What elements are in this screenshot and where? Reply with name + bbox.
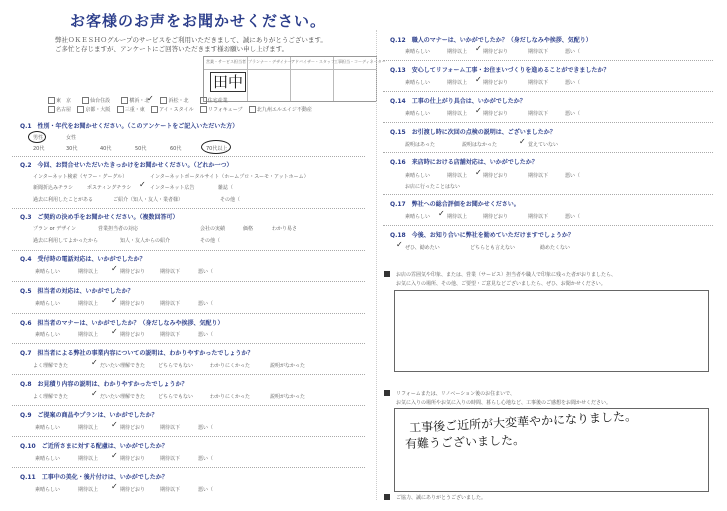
checkbox[interactable] xyxy=(82,97,89,104)
staff-header-construction: 工事担当・コーディネーター xyxy=(334,59,386,64)
q1-option-male[interactable]: 男性 xyxy=(33,135,44,141)
q3-option-other[interactable]: その他（ xyxy=(200,238,221,244)
q1-option-50s[interactable]: 50代 xyxy=(135,146,147,152)
q12-option-excellent[interactable]: 素晴らしい xyxy=(405,49,431,55)
divider xyxy=(12,208,365,209)
q18-label: Q.18 今後、お知り合いに弊社を勧めていただけますでしょうか？ xyxy=(390,232,574,239)
check-mark: ✓ xyxy=(91,389,98,398)
q4-label: Q.4 受付時の電話対応は、いかがでしたか？ xyxy=(20,256,146,263)
q13-option-bad[interactable]: 悪い（ xyxy=(565,80,581,86)
staff-header-advisor: アドバイザー・スタッフ xyxy=(291,59,335,64)
comment2-textarea[interactable] xyxy=(394,408,709,492)
q6-option-bad[interactable]: 悪い（ xyxy=(198,332,214,338)
checkbox[interactable] xyxy=(48,106,55,113)
staff-name-handwritten: 田中 xyxy=(210,72,246,92)
q16-option-above[interactable]: 期待以上 xyxy=(447,173,468,179)
q7-option-mostly[interactable]: だいたい理解できた xyxy=(100,363,146,369)
comment2-label-1: リフォームまたは、リノベーション後のお住まいで、 xyxy=(396,391,516,397)
q4-option-above[interactable]: 期待以上 xyxy=(78,269,99,275)
q2-option-past-use[interactable]: 過去に利用したことがある xyxy=(33,197,94,203)
q10-option-below[interactable]: 期待以下 xyxy=(160,456,181,462)
q8-option-none[interactable]: 説明がなかった xyxy=(270,394,306,400)
q5-option-below[interactable]: 期待以下 xyxy=(160,301,181,307)
q7-option-none[interactable]: 説明がなかった xyxy=(270,363,306,369)
check-mark: ✓ xyxy=(111,296,118,305)
q3-option-plan[interactable]: プラン or デザイン xyxy=(33,226,76,232)
q3-option-sales-rep[interactable]: 営業担当者の対応 xyxy=(98,226,139,232)
q13-option-as-expected[interactable]: 期待どおり xyxy=(483,80,509,86)
q10-option-bad[interactable]: 悪い（ xyxy=(198,456,214,462)
q17-option-excellent[interactable]: 素晴らしい xyxy=(405,214,431,220)
q14-label: Q.14 工事の仕上がり具合は、いかがでしたか？ xyxy=(390,98,526,105)
comment1-label-2: お気に入りの場所、その他、ご要望・ご意見などございましたら、ぜひ、お聞かせください。 xyxy=(396,281,606,287)
q5-option-above[interactable]: 期待以上 xyxy=(78,301,99,307)
q9-option-below[interactable]: 期待以下 xyxy=(160,425,181,431)
checkbox[interactable] xyxy=(200,97,207,104)
q5-option-bad[interactable]: 悪い（ xyxy=(198,301,214,307)
q3-option-past-good[interactable]: 過去に利用してよかったから xyxy=(33,238,99,244)
q6-option-as-expected[interactable]: 期待どおり xyxy=(120,332,146,338)
q12-label: Q.12 職人のマナーは、いかがでしたか？（身だしなみや挨拶、気配り） xyxy=(390,37,592,44)
divider xyxy=(12,313,365,314)
q2-option-flyer[interactable]: 新聞折込みチラシ xyxy=(33,185,74,191)
q6-option-excellent[interactable]: 素晴らしい xyxy=(35,332,61,338)
checkbox[interactable] xyxy=(121,97,128,104)
q8-option-understood[interactable]: よく理解できた xyxy=(33,394,69,400)
divider xyxy=(12,436,365,437)
q16-label: Q.16 来店時における店舗対応は、いかがでしたか？ xyxy=(390,159,538,166)
check-mark: ✓ xyxy=(91,358,98,367)
q2-option-other[interactable]: その他（ xyxy=(220,197,241,203)
q4-option-bad[interactable]: 悪い（ xyxy=(198,269,214,275)
staff-header-planner: プランナー・デザイナー xyxy=(248,59,292,64)
comment1-label-1: お店の雰囲気や印象、または、営業（サービス）担当者や職人で印象に残った者がおりましたら、 xyxy=(396,272,617,278)
q2-option-referral[interactable]: ご紹介（知人・友人・業者様） xyxy=(113,197,184,203)
check-mark: ✓ xyxy=(475,106,482,115)
q3-option-friend-referral[interactable]: 知人・友人からの紹介 xyxy=(120,238,171,244)
q9-option-excellent[interactable]: 素晴らしい xyxy=(35,425,61,431)
q4-option-excellent[interactable]: 素晴らしい xyxy=(35,269,61,275)
q16-option-as-expected[interactable]: 期待どおり xyxy=(483,173,509,179)
divider xyxy=(12,343,365,344)
q12-option-below[interactable]: 期待以下 xyxy=(528,49,549,55)
staff-table xyxy=(203,56,386,102)
q6-label: Q.6 担当者のマナーは、いかがでしたか？（身だしなみや挨拶、気配り） xyxy=(20,320,224,327)
check-mark: ✓ xyxy=(147,94,154,103)
check-mark: ✓ xyxy=(111,327,118,336)
q18-option-neutral[interactable]: どちらとも言えない xyxy=(470,245,516,251)
q7-option-hard[interactable]: わかりにくかった xyxy=(210,363,251,369)
q9-option-as-expected[interactable]: 期待どおり xyxy=(120,425,146,431)
company-row-2: 名古屋 京都・大阪 三重・東 アイ・スタイル リフォキューブ 北九州エルエイジ不動産 xyxy=(48,106,312,113)
q13-option-above[interactable]: 期待以上 xyxy=(447,80,468,86)
q13-option-excellent[interactable]: 素晴らしい xyxy=(405,80,431,86)
divider xyxy=(383,194,713,195)
divider xyxy=(12,374,365,375)
q17-option-as-expected[interactable]: 期待どおり xyxy=(483,214,509,220)
divider xyxy=(383,91,713,92)
q8-option-mostly[interactable]: だいたい理解できた xyxy=(100,394,146,400)
check-mark: ✓ xyxy=(111,451,118,460)
column-divider xyxy=(376,30,377,500)
q17-label: Q.17 弊社への総合評価をお聞かせください。 xyxy=(390,201,520,208)
check-mark: ✓ xyxy=(139,180,146,189)
q3-option-track-record[interactable]: 会社の実績 xyxy=(200,226,226,232)
checkbox[interactable] xyxy=(160,97,167,104)
intro-line-1: 弊社ＯＫＥＳＨＯグループのサービスをご利用いただきまして、誠にありがとうございます。 xyxy=(55,36,327,44)
q1-label: Q.1 性別・年代をお聞かせください。（このアンケートをご記入いただいた方） xyxy=(20,123,239,130)
q11-option-as-expected[interactable]: 期待どおり xyxy=(120,487,146,493)
divider xyxy=(383,122,713,123)
check-mark: ✓ xyxy=(475,168,482,177)
q11-option-excellent[interactable]: 素晴らしい xyxy=(35,487,61,493)
page-title: お客様のお声をお聞かせください。 xyxy=(70,12,327,30)
q3-option-clarity[interactable]: わかり易さ xyxy=(272,226,298,232)
q6-option-below[interactable]: 期待以下 xyxy=(160,332,181,338)
comment2-handwritten-2: 有難うございました。 xyxy=(404,432,526,452)
q2-option-posting[interactable]: ポスティングチラシ xyxy=(87,185,132,191)
q11-label: Q.11 工事中の美化・後片付けは、いかがでしたか？ xyxy=(20,474,168,481)
divider xyxy=(383,225,713,226)
check-mark: ✓ xyxy=(396,240,403,249)
q14-option-as-expected[interactable]: 期待どおり xyxy=(483,111,509,117)
q8-option-hard[interactable]: わかりにくかった xyxy=(210,394,251,400)
check-mark: ✓ xyxy=(475,75,482,84)
q14-option-excellent[interactable]: 素晴らしい xyxy=(405,111,431,117)
q14-option-bad[interactable]: 悪い（ xyxy=(565,111,581,117)
check-mark: ✓ xyxy=(111,420,118,429)
q15-option-explained[interactable]: 説明はあった xyxy=(405,142,435,148)
q2-option-portal[interactable]: インターネットポータルサイト（ホームプロ・スーモ・アットホーム） xyxy=(150,174,309,180)
q9-option-bad[interactable]: 悪い（ xyxy=(198,425,214,431)
q5-label: Q.5 担当者の対応は、いかがでしたか？ xyxy=(20,288,134,295)
comment2-label-2: お気に入りの場所やお気に入りの時間、暮らし心地など、工事後のご感想をお聞かせください。 xyxy=(396,400,612,406)
q6-option-above[interactable]: 期待以上 xyxy=(78,332,99,338)
check-mark: ✓ xyxy=(438,209,445,218)
q17-option-below[interactable]: 期待以下 xyxy=(528,214,549,220)
divider xyxy=(12,250,365,251)
q7-option-neutral[interactable]: どちらでもない xyxy=(158,363,193,369)
q1-option-30s[interactable]: 30代 xyxy=(66,146,78,152)
q2-option-search[interactable]: インターネット検索（ヤフー・グーグル） xyxy=(33,174,128,180)
q11-option-bad[interactable]: 悪い（ xyxy=(198,487,214,493)
check-mark: ✓ xyxy=(111,482,118,491)
q13-option-below[interactable]: 期待以下 xyxy=(528,80,549,86)
divider xyxy=(12,405,365,406)
checkbox[interactable] xyxy=(200,106,207,113)
q16-option-below[interactable]: 期待以下 xyxy=(528,173,549,179)
q10-label: Q.10 ご近所さまに対する配慮は、いかがでしたか？ xyxy=(20,443,168,450)
q3-option-price[interactable]: 価格 xyxy=(243,226,254,232)
check-mark: ✓ xyxy=(475,44,482,53)
bullet-square xyxy=(384,494,390,500)
intro-line-2: ご多忙と存じますが、アンケートにご回答いただきます様お願い申し上げます。 xyxy=(55,45,289,53)
q17-option-bad[interactable]: 悪い（ xyxy=(565,214,581,220)
q1-option-40s[interactable]: 40代 xyxy=(100,146,112,152)
q9-label: Q.9 ご提案の商品やプランは、いかがでしたか？ xyxy=(20,412,158,419)
q10-option-as-expected[interactable]: 期待どおり xyxy=(120,456,146,462)
q11-option-below[interactable]: 期待以下 xyxy=(160,487,181,493)
divider xyxy=(12,156,365,157)
staff-header-sales: 営業・サービス担当者 xyxy=(206,59,246,64)
q18-option-yes[interactable]: ぜひ、勧めたい xyxy=(405,245,440,251)
q10-option-above[interactable]: 期待以上 xyxy=(78,456,99,462)
q13-label: Q.13 安心してリフォーム工事・お住まいづくりを進めることができましたか？ xyxy=(390,67,610,74)
q3-label: Q.3 ご契約の決め手をお聞かせください。（複数回答可） xyxy=(20,214,179,221)
q8-label: Q.8 お見積り内容の説明は、わかりやすかったでしょうか？ xyxy=(20,381,188,388)
q11-option-above[interactable]: 期待以上 xyxy=(78,487,99,493)
q9-option-above[interactable]: 期待以上 xyxy=(78,425,99,431)
checkbox[interactable] xyxy=(77,106,84,113)
comment1-textarea[interactable] xyxy=(394,290,709,372)
q1-option-female[interactable]: 女性 xyxy=(66,135,77,141)
q2-option-magazine[interactable]: 雑誌（ xyxy=(218,185,234,191)
q2-label: Q.2 今回、お問合せいただいたきっかけをお聞かせください。（どれか一つ） xyxy=(20,162,233,169)
divider xyxy=(12,281,365,282)
q14-option-above[interactable]: 期待以上 xyxy=(447,111,468,117)
checkbox[interactable] xyxy=(117,106,124,113)
footer-thanks: ご協力、誠にありがとうございました。 xyxy=(396,495,487,501)
answer-circle xyxy=(201,140,231,154)
q10-option-excellent[interactable]: 素晴らしい xyxy=(35,456,61,462)
bullet-square xyxy=(384,271,390,277)
comment2-handwritten-1: 工事後ご近所が大変華やかになりました。 xyxy=(408,409,638,435)
check-mark: ✓ xyxy=(519,137,526,146)
q18-option-no[interactable]: 勧めたくない xyxy=(540,245,571,251)
q12-option-as-expected[interactable]: 期待どおり xyxy=(483,49,509,55)
q15-option-dont-remember[interactable]: 覚えていない xyxy=(528,142,559,148)
divider xyxy=(383,60,713,61)
divider xyxy=(383,152,713,153)
q14-option-below[interactable]: 期待以下 xyxy=(528,111,549,117)
bullet-square xyxy=(384,390,390,396)
answer-circle xyxy=(28,131,46,143)
q15-label: Q.15 お引渡し時に次回の点検の説明は、ございましたか？ xyxy=(390,129,556,136)
q17-option-above[interactable]: 期待以上 xyxy=(447,214,468,220)
divider xyxy=(12,467,365,468)
q5-option-excellent[interactable]: 素晴らしい xyxy=(35,301,61,307)
q7-option-understood[interactable]: よく理解できた xyxy=(33,363,69,369)
q16-option-excellent[interactable]: 素晴らしい xyxy=(405,173,431,179)
q12-option-above[interactable]: 期待以上 xyxy=(447,49,468,55)
q2-option-net-ad[interactable]: インターネット広告 xyxy=(150,185,195,191)
q16-option-bad[interactable]: 悪い（ xyxy=(565,173,581,179)
checkbox[interactable] xyxy=(249,106,256,113)
q16-option-never-visited[interactable]: お店に行ったことはない xyxy=(405,184,461,190)
q4-option-as-expected[interactable]: 期待どおり xyxy=(120,269,146,275)
q4-option-below[interactable]: 期待以下 xyxy=(160,269,181,275)
q1-option-20s[interactable]: 20代 xyxy=(33,146,45,152)
q7-label: Q.7 担当者による弊社の事業内容についての説明は、わかりやすかったでしょうか？ xyxy=(20,350,254,357)
check-mark: ✓ xyxy=(111,264,118,273)
checkbox[interactable] xyxy=(48,97,55,104)
q1-option-60s[interactable]: 60代 xyxy=(170,146,182,152)
q5-option-as-expected[interactable]: 期待どおり xyxy=(120,301,146,307)
checkbox[interactable] xyxy=(151,106,158,113)
q12-option-bad[interactable]: 悪い（ xyxy=(565,49,581,55)
company-row-1: 東 京 仙台住設 横浜・北 浜松・北 住宅産業 xyxy=(48,97,228,104)
q1-option-70plus[interactable]: 70代以上 xyxy=(206,146,228,152)
q15-option-not-explained[interactable]: 説明はなかった xyxy=(462,142,498,148)
q8-option-neutral[interactable]: どちらでもない xyxy=(158,394,193,400)
